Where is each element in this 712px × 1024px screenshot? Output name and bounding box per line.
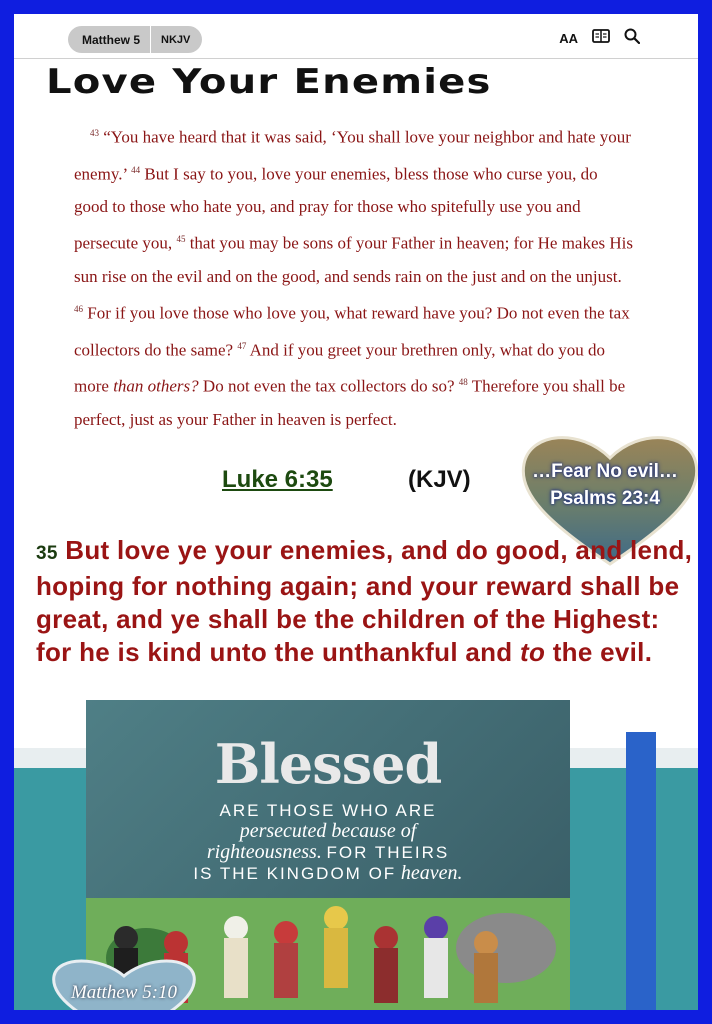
- verse-number: 48: [458, 377, 468, 388]
- verse-47-italic: than others?: [113, 376, 199, 396]
- beatitude-line3-caps: FOR THEIRS: [326, 843, 450, 862]
- luke-reference-link[interactable]: Luke 6:35: [222, 466, 333, 493]
- bible-page: [14, 14, 698, 1010]
- verse-48: Therefore you shall be perfect, just as your Father in heaven is perfect.: [74, 376, 626, 429]
- search-icon[interactable]: [624, 28, 640, 49]
- heart-badge-line2: Psalms 23:4: [550, 488, 660, 509]
- kjv-verse: [36, 534, 696, 669]
- beatitude-line3-italic: righteousness.: [206, 841, 322, 863]
- verse-47-end: Do not even the tax collectors do so?: [202, 376, 455, 396]
- verse-number: 47: [237, 340, 247, 351]
- verse-number: 35: [36, 543, 58, 564]
- passage-text: [74, 117, 634, 436]
- verse-number: 44: [131, 164, 141, 175]
- kjv-verse-italic: to: [520, 637, 546, 667]
- verse-number: 45: [176, 234, 186, 245]
- text-size-icon[interactable]: AA: [559, 31, 578, 46]
- heart-badge-line1: …Fear No evil…: [532, 461, 678, 482]
- beatitude-line2: persecuted because of: [239, 820, 417, 842]
- verse-number: 46: [74, 303, 83, 314]
- reference-version: (KJV): [408, 466, 471, 493]
- beatitude-line4-caps: IS THE KINGDOM OF: [193, 864, 397, 883]
- passage-selector[interactable]: [68, 26, 202, 53]
- verse-44: But I say to you, love your enemies, bless those who curse you, do good to those who hate you, and pray for those who spitefully use you and persecute you,: [74, 164, 598, 253]
- verse-46: For if you love those who love you, what reward have you? Do not even the tax collectors do the same?: [74, 303, 630, 360]
- verse-43: “You have heard that it was said, ‘You shall love your neighbor and hate your enemy.’: [74, 127, 631, 184]
- beatitude-text: [86, 800, 570, 884]
- blessed-title: Blessed: [214, 732, 442, 796]
- verse-number: 43: [90, 128, 99, 138]
- matthew-reference: Matthew 5:10: [70, 982, 178, 1003]
- kjv-verse-end: the evil.: [552, 637, 653, 667]
- reader-toolbar: [14, 14, 698, 59]
- beatitude-line1: ARE THOSE WHO ARE: [219, 801, 437, 820]
- verse-45: that you may be sons of your Father in heaven; for He makes His sun rise on the evil and on the good, and sends rain on the just and on the unjust.: [74, 233, 633, 286]
- beatitude-line4-italic: heaven.: [400, 862, 463, 884]
- verse-47: And if you greet your brethren only, what do you do more: [74, 340, 605, 396]
- illustration-border: [626, 732, 656, 1010]
- book-chapter-button[interactable]: Matthew 5: [68, 26, 151, 53]
- kjv-verse-text: But love ye your enemies, and do good, and lend, hoping for nothing again; and your reward shall be great, and ye shall be the children of the Highest: for he is kind unto the unthankful and: [36, 535, 693, 667]
- version-button[interactable]: NKJV: [161, 33, 191, 46]
- reader-view-icon[interactable]: [592, 29, 610, 48]
- heart-badge-text: [510, 458, 698, 512]
- section-heading: Love Your Enemies: [46, 62, 492, 102]
